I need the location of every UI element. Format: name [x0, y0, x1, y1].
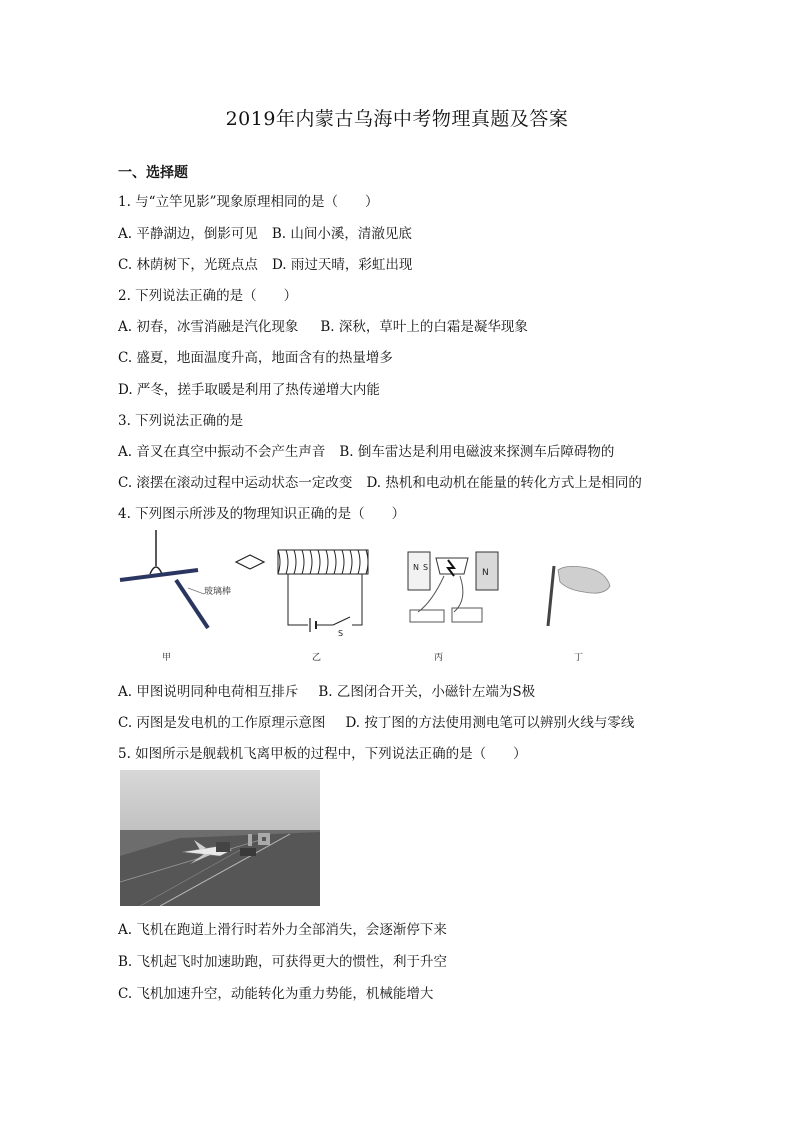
figure-yi-label: 乙 — [312, 653, 322, 663]
question-3-options-ab — [118, 440, 614, 460]
switch-label: S — [338, 629, 344, 638]
question-4-stem: 4. 下列图示所涉及的物理知识正确的是（ ） — [118, 506, 406, 522]
question-1-option-a: A. 平静湖边，倒影可见 — [118, 226, 258, 242]
question-1-options-cd — [118, 253, 412, 273]
question-5-option-c: C. 飞机加速升空，动能转化为重力势能，机械能增大 — [118, 986, 434, 1002]
question-3-options-cd — [118, 471, 642, 491]
question-4-option-c: C. 丙图是发电机的工作原理示意图 — [118, 715, 326, 731]
question-2-option-d: D. 严冬，搓手取暖是利用了热传递增大内能 — [118, 382, 380, 398]
question-1-option-d: D. 雨过天晴，彩虹出现 — [271, 257, 413, 273]
question-3-option-b: B. 倒车雷达是利用电磁波来探测车后障碍物的 — [339, 444, 615, 460]
magnet-n-left: N — [413, 563, 419, 572]
question-2-option-a: A. 初春，冰雪消融是汽化现象 — [118, 319, 299, 335]
question-1-option-b: B. 山间小溪，清澈见底 — [271, 226, 412, 242]
question-4-option-d: D. 按丁图的方法使用测电笔可以辨别火线与零线 — [345, 715, 635, 731]
compass-needle-icon — [236, 555, 264, 569]
figure-ding — [548, 566, 610, 663]
question-4-option-b: B. 乙图闭合开关，小磁针左端为S极 — [318, 684, 536, 700]
magnet-s-left: S — [423, 563, 429, 572]
figure-jia — [120, 530, 231, 663]
question-2-option-b: B. 深秋，草叶上的白霜是凝华现象 — [320, 319, 528, 335]
figure-bing-label: 丙 — [434, 653, 444, 663]
question-4-figures — [118, 530, 678, 670]
question-3-option-d: D. 热机和电动机在能量的转化方式上是相同的 — [366, 475, 642, 491]
figure-bing — [408, 552, 498, 663]
question-4-options-cd — [118, 711, 634, 731]
question-3-option-a: A. 音叉在真空中振动不会产生声音 — [118, 444, 326, 460]
hand-icon — [558, 566, 610, 593]
test-pen-icon — [548, 566, 554, 626]
question-3-stem: 3. 下列说法正确的是 — [118, 413, 244, 429]
figure-ding-label: 丁 — [574, 653, 584, 663]
figure-yi — [236, 550, 368, 663]
page-title: 2019年内蒙古乌海中考物理真题及答案 — [225, 108, 569, 130]
question-4-option-a: A. 甲图说明同种电荷相互排斥 — [118, 684, 299, 700]
question-1-stem: 1. 与“立竿见影”现象原理相同的是（ ） — [118, 194, 379, 210]
glass-rod-label: 玻璃棒 — [204, 587, 232, 597]
question-3-option-c: C. 滚摆在滚动过程中运动状态一定改变 — [118, 475, 353, 491]
question-1-option-c: C. 林荫树下，光斑点点 — [118, 257, 258, 273]
question-2-option-c: C. 盛夏，地面温度升高，地面含有的热量增多 — [118, 350, 393, 366]
question-2-options-ab — [118, 315, 528, 335]
section-heading: 一、选择题 — [118, 165, 188, 181]
magnet-n-right: N — [482, 568, 489, 578]
question-5-stem: 5. 如图所示是舰载机飞离甲板的过程中，下列说法正确的是（ ） — [118, 746, 527, 762]
question-4-options-ab — [118, 680, 535, 700]
question-1-options-ab — [118, 222, 412, 242]
aircraft-carrier-photo — [120, 770, 320, 906]
question-5-option-a: A. 飞机在跑道上滑行时若外力全部消失，会逐渐停下来 — [118, 922, 447, 938]
question-2-stem: 2. 下列说法正确的是（ ） — [118, 288, 298, 304]
question-5-option-b: B. 飞机起飞时加速助跑，可获得更大的惯性，利于升空 — [118, 954, 448, 970]
solenoid-coil — [278, 550, 368, 574]
figure-jia-label: 甲 — [162, 653, 172, 663]
deck-number-icon — [248, 833, 270, 846]
